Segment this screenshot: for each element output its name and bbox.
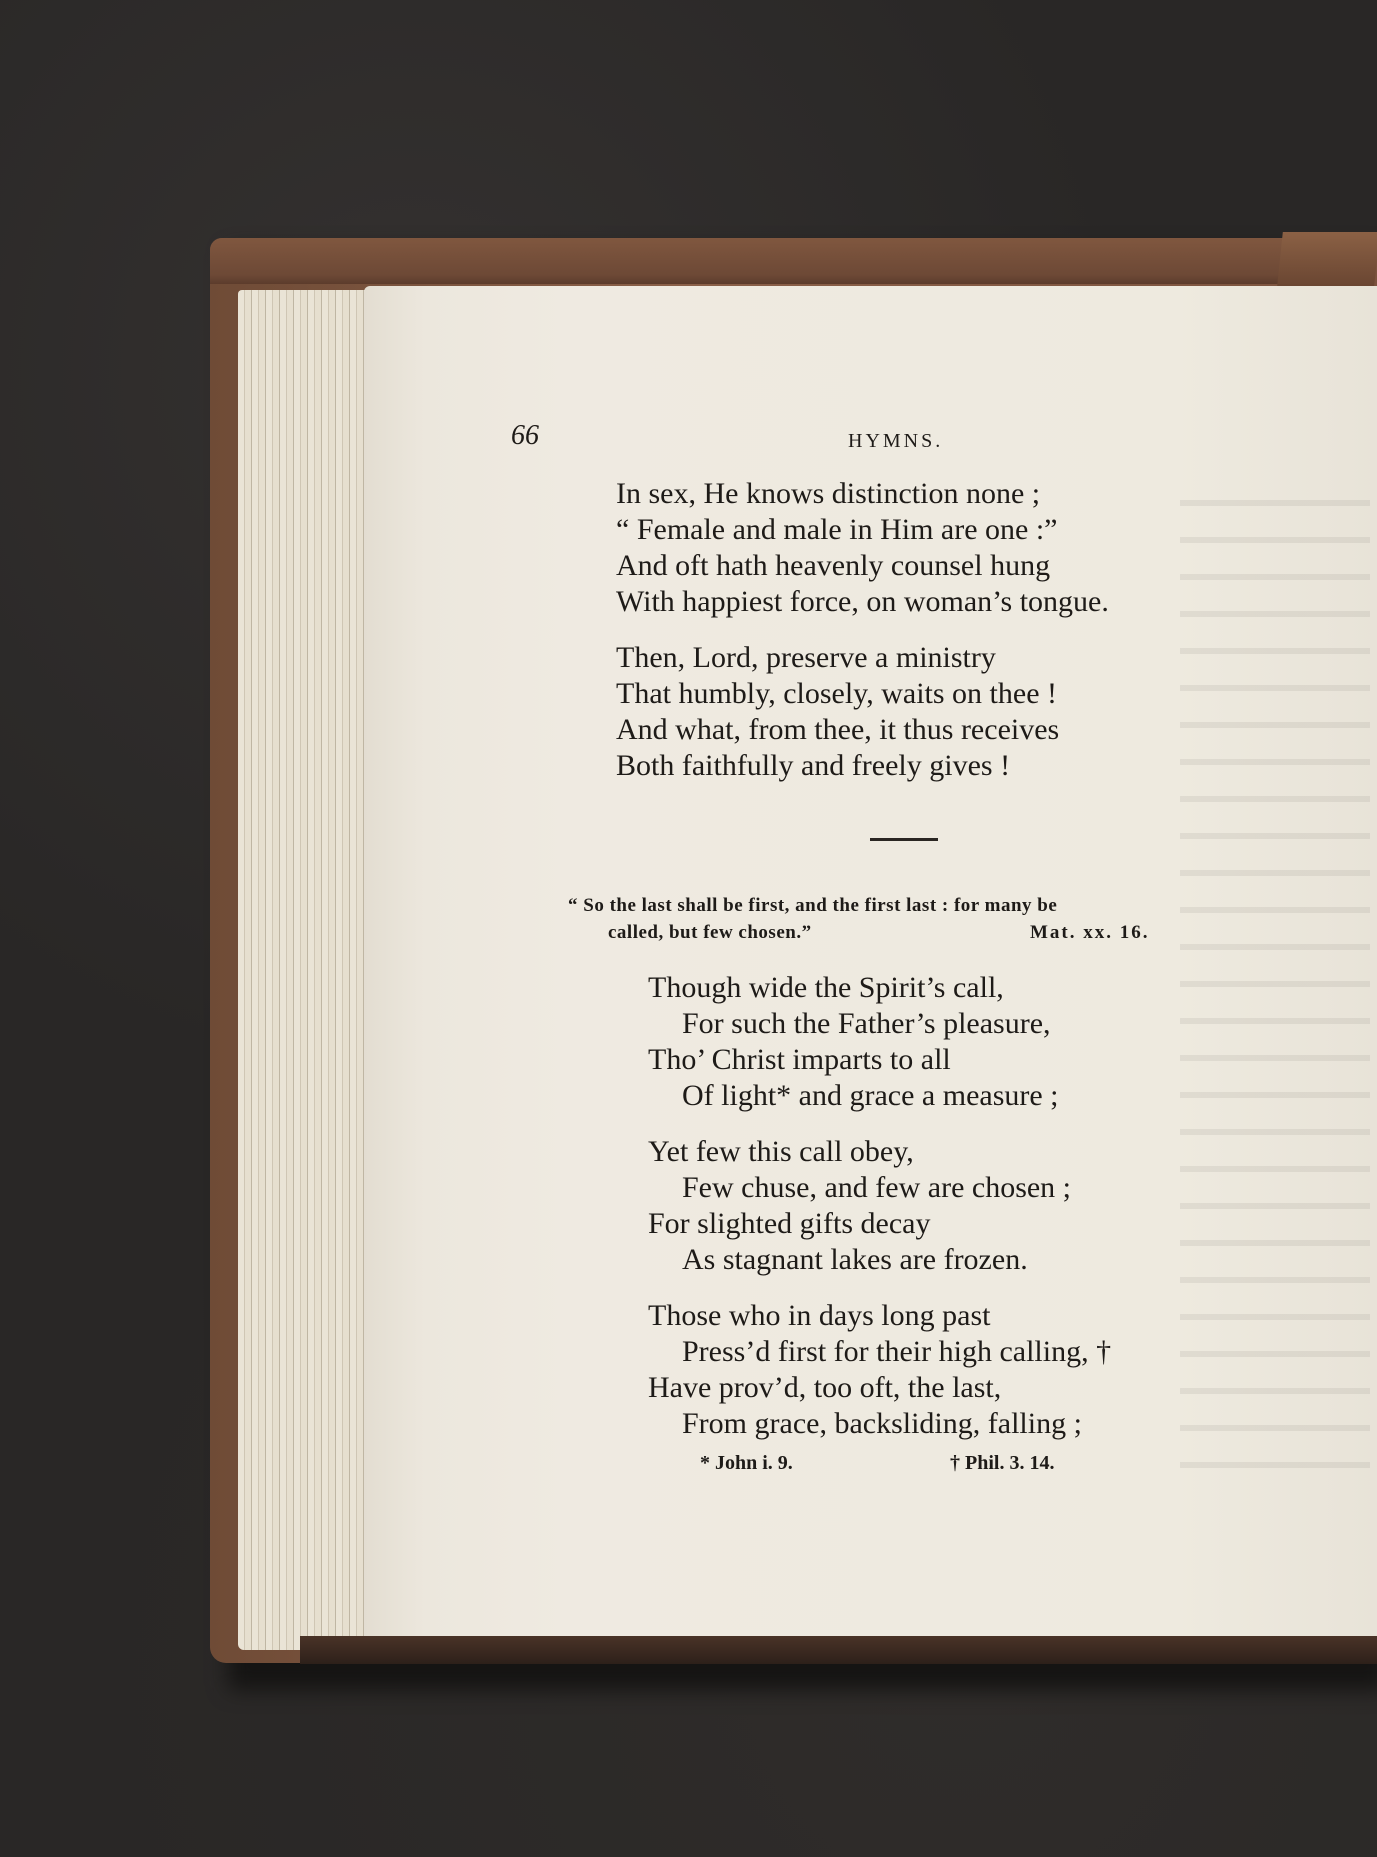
verse-line: Tho’ Christ imparts to all bbox=[648, 1043, 951, 1076]
stanza-4 bbox=[648, 1134, 1071, 1278]
verse-line: And what, from thee, it thus receives bbox=[616, 713, 1060, 746]
verse-line: “ Female and male in Him are one :” bbox=[616, 513, 1058, 546]
verse-line: For slighted gifts decay bbox=[648, 1207, 931, 1240]
verse-line: Both faithfully and freely gives ! bbox=[616, 749, 1011, 782]
spine-ribbon bbox=[1277, 232, 1377, 286]
epigraph-citation: Mat. xx. 16. bbox=[1030, 922, 1150, 943]
page-number: 66 bbox=[511, 420, 539, 451]
stanza-1 bbox=[616, 476, 1109, 620]
verse-line: From grace, backsliding, falling ; bbox=[682, 1407, 1082, 1440]
book-cover-top-edge bbox=[210, 238, 1330, 284]
epigraph-line-1: “ So the last shall be first, and the first last : for many be bbox=[568, 895, 1058, 916]
verse-line: Of light* and grace a measure ; bbox=[682, 1079, 1059, 1112]
verse-line: For such the Father’s pleasure, bbox=[682, 1007, 1051, 1040]
verse-line: With happiest force, on woman’s tongue. bbox=[616, 585, 1109, 618]
verse-line: Yet few this call obey, bbox=[648, 1135, 914, 1168]
verse-line: And oft hath heavenly counsel hung bbox=[616, 549, 1051, 582]
stanza-2 bbox=[616, 640, 1059, 784]
footnote-2: † Phil. 3. 14. bbox=[950, 1452, 1055, 1474]
verse-line: Few chuse, and few are chosen ; bbox=[682, 1171, 1072, 1204]
verse-line: Though wide the Spirit’s call, bbox=[648, 971, 1004, 1004]
running-head: HYMNS. bbox=[848, 430, 944, 452]
verse-line: Have prov’d, too oft, the last, bbox=[648, 1371, 1002, 1404]
verse-line: Press’d first for their high calling, † bbox=[682, 1335, 1112, 1368]
stanza-3 bbox=[648, 970, 1059, 1114]
show-through-text bbox=[1180, 480, 1370, 1480]
verse-line: Then, Lord, preserve a ministry bbox=[616, 641, 996, 674]
epigraph-line-2: called, but few chosen.” bbox=[608, 922, 812, 943]
book-bottom-edge bbox=[300, 1636, 1377, 1664]
verse-line: Those who in days long past bbox=[648, 1299, 991, 1332]
verse-line: As stagnant lakes are frozen. bbox=[682, 1243, 1028, 1276]
stanza-5 bbox=[648, 1298, 1111, 1442]
verse-line: In sex, He knows distinction none ; bbox=[616, 477, 1041, 510]
section-divider bbox=[870, 838, 938, 841]
footnote-1: * John i. 9. bbox=[700, 1452, 793, 1474]
page-edges bbox=[238, 290, 366, 1650]
verse-line: That humbly, closely, waits on thee ! bbox=[616, 677, 1058, 710]
